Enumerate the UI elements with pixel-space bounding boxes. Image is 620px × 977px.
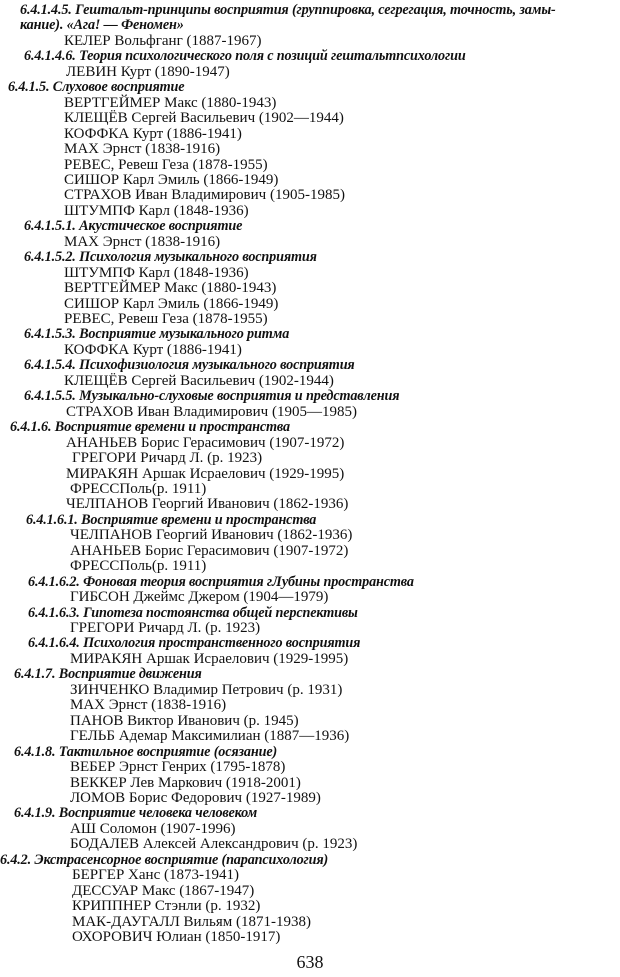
person-entry: РЕВЕС, Ревеш Геза (1878-1955)	[64, 311, 268, 327]
section-heading: 6.4.1.6.2. Фоновая теория восприятия гЛубины пространства	[28, 573, 414, 590]
section-heading: 6.4.1.5.5. Музыкально-слуховые восприятия и представления	[24, 388, 400, 405]
person-entry: СИШОР Карл Эмиль (1866-1949)	[64, 295, 279, 312]
person-entry: ШТУМПФ Карл (1848-1936)	[64, 264, 249, 281]
person-entry: КЕЛЕР Вольфганг (1887-1967)	[64, 32, 262, 49]
person-entry: МАХ Эрнст (1838-1916)	[64, 141, 221, 158]
person-entry: МАХ Эрнст (1838-1916)	[64, 233, 221, 250]
person-entry: ВЕРТГЕЙМЕР Макс (1880-1943)	[64, 94, 277, 111]
section-heading: 6.4.1.4.6. Теория психологического поля с позиций гештальтпсихологии	[24, 48, 466, 65]
section-heading: 6.4.2. Экстрасенсорное восприятие (парапсихология)	[0, 851, 329, 868]
person-entry: ФРЕССПоль(р. 1911)	[70, 558, 207, 575]
person-entry: КЛЕЩЁВ Сергей Васильевич (1902-1944)	[64, 372, 334, 389]
person-entry: ГРЕГОРИ Ричард Л. (р. 1923)	[72, 450, 263, 467]
person-entry: ГЕЛЬБ Адемар Максимилиан (1887—1936)	[70, 728, 350, 745]
person-entry: СТРАХОВ Иван Владимирович (1905-1985)	[64, 187, 345, 204]
person-entry: СТРАХОВ Иван Владимирович (1905—1985)	[66, 403, 357, 420]
person-entry: АНАНЬЕВ Борис Герасимович (1907-1972)	[66, 434, 345, 451]
section-heading: 6.4.1.5.2. Психология музыкального восприятия	[24, 249, 317, 266]
person-entry: БОДАЛЕВ Алексей Александрович (р. 1923)	[70, 836, 358, 853]
section-heading: 6.4.1.5.3. Восприятие музыкального ритма	[24, 326, 290, 343]
person-entry: ФРЕССПоль(р. 1911)	[70, 480, 207, 497]
section-heading: 6.4.1.7. Восприятие движения	[14, 666, 202, 683]
person-entry: ЛЕВИН Курт (1890-1947)	[66, 63, 230, 80]
section-heading: 6.4.1.5. Слуховое восприятие	[8, 79, 185, 96]
section-heading: 6.4.1.5.4. Психофизиология музыкального восприятия	[24, 357, 355, 374]
section-heading: 6.4.1.8. Тактильное восприятие (осязание)	[14, 743, 278, 760]
person-entry: ЧЕЛПАНОВ Георгий Иванович (1862-1936)	[66, 496, 349, 513]
person-entry: ЗИНЧЕНКО Владимир Петрович (р. 1931)	[70, 681, 343, 698]
person-entry: ВЕРТГЕЙМЕР Макс (1880-1943)	[64, 280, 277, 297]
person-entry: ШТУМПФ Карл (1848-1936)	[64, 202, 249, 219]
person-entry: ДЕССУАР Макс (1867-1947)	[72, 882, 255, 899]
person-entry: СИШОР Карл Эмиль (1866-1949)	[64, 171, 279, 188]
person-entry: РЕВЕС, Ревеш Геза (1878-1955)	[64, 156, 268, 173]
page-number: 638	[296, 952, 324, 972]
person-entry: МАХ Эрнст (1838-1916)	[70, 697, 227, 714]
person-entry: ГРЕГОРИ Ричард Л. (р. 1923)	[70, 620, 261, 636]
person-entry: КРИППНЕР Стэнли (р. 1932)	[72, 898, 261, 915]
person-entry: ЛОМОВ Борис Федорович (1927-1989)	[70, 789, 321, 806]
section-heading: 6.4.1.5.1. Акустическое восприятие	[24, 218, 243, 235]
section-heading: 6.4.1.6.1. Восприятие времени и пространства	[26, 511, 317, 528]
person-entry: КОФФКА Курт (1886-1941)	[64, 125, 242, 142]
person-entry: КЛЕЩЁВ Сергей Васильевич (1902—1944)	[64, 110, 344, 127]
person-entry: ВЕБЕР Эрнст Генрих (1795-1878)	[70, 759, 286, 776]
person-entry: ПАНОВ Виктор Иванович (р. 1945)	[70, 712, 299, 729]
section-heading: кание). «Ага! — Феномен»	[20, 17, 184, 34]
person-entry: МАК-ДАУГАЛЛ Вильям (1871-1938)	[72, 913, 311, 930]
person-entry: МИРАКЯН Аршак Исраелович (1929-1995)	[70, 650, 349, 667]
section-heading: 6.4.1.9. Восприятие человека человеком	[14, 805, 258, 822]
section-heading: 6.4.1.4.5. Гештальт-принципы восприятия (группировка, сегрегация, точность, замы-	[20, 2, 556, 18]
person-entry: АНАНЬЕВ Борис Герасимович (1907-1972)	[70, 542, 349, 559]
person-entry: БЕРГЕР Ханс (1873-1941)	[72, 867, 239, 884]
section-heading: 6.4.1.6.3. Гипотеза постоянства общей перспективы	[28, 604, 358, 621]
person-entry: АШ Соломон (1907-1996)	[70, 820, 236, 837]
person-entry: ЧЕЛПАНОВ Георгий Иванович (1862-1936)	[70, 527, 353, 544]
person-entry: ГИБСОН Джеймс Джером (1904—1979)	[70, 589, 329, 606]
person-entry: МИРАКЯН Аршак Исраелович (1929-1995)	[66, 465, 345, 482]
person-entry: КОФФКА Курт (1886-1941)	[64, 341, 242, 358]
person-entry: ВЕККЕР Лев Маркович (1918-2001)	[70, 774, 301, 791]
section-heading: 6.4.1.6. Восприятие времени и пространства	[10, 419, 290, 436]
person-entry: ОХОРОВИЧ Юлиан (1850-1917)	[72, 929, 281, 945]
section-heading: 6.4.1.6.4. Психология пространственного восприятия	[28, 635, 361, 652]
